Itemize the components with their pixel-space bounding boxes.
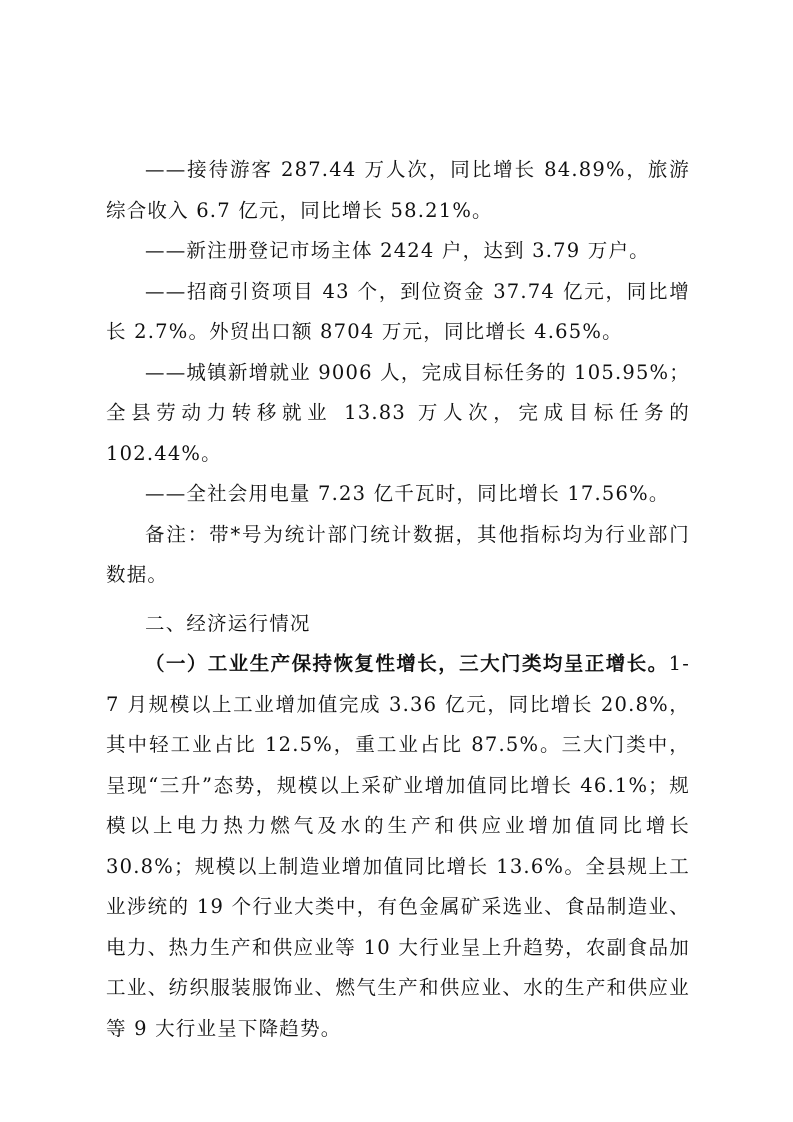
paragraph-market-entities: ——新注册登记市场主体 2424 户，达到 3.79 万户。 — [145, 239, 650, 262]
paragraph-employment: ——城镇新增就业 9006 人，完成目标任务的 105.95%；全县劳动力转移就业 13.83 万人次，完成目标任务的 102.44%。 — [106, 360, 690, 465]
paragraph-investment: ——招商引资项目 43 个，到位资金 37.74 亿元，同比增长 2.7%。外贸出口额 8704 万元，同比增长 4.65%。 — [106, 279, 690, 343]
section-heading: 二、经济运行情况 — [145, 611, 311, 635]
document-body — [106, 150, 690, 1049]
paragraph-industrial-production — [106, 644, 690, 1049]
paragraph-lead: （一）工业生产保持恢复性增长，三大门类均呈正增长。 — [145, 652, 669, 675]
paragraph-note: 备注：带*号为统计部门统计数据，其他指标均为行业部门数据。 — [106, 522, 690, 586]
paragraph-electricity: ——全社会用电量 7.23 亿千瓦时，同比增长 17.56%。 — [145, 482, 670, 505]
paragraph-body: 1-7 月规模以上工业增加值完成 3.36 亿元，同比增长 20.8%，其中轻工业占比 12.5%，重工业占比 87.5%。三大门类中，呈现“三升”态势，规模以上采矿业增加值同比增长 46.1%；规模以上电力热力燃气及水的生产和供应业增加值同比增长 30.8%；规模以上制造业增加值同比增长 13.6%。全县规上工业涉统的 19 个行业大类中，有色金属矿采选业、食品制造业、电力、热力生产和供应业等 10 大行业呈上升趋势，农副食品加工业、纺织服装服饰业、燃气生产和供应业、水的生产和供应业等 9 大行业呈下降趋势。 — [106, 652, 690, 1040]
paragraph-tourism: ——接待游客 287.44 万人次，同比增长 84.89%，旅游综合收入 6.7 亿元，同比增长 58.21%。 — [106, 158, 690, 222]
